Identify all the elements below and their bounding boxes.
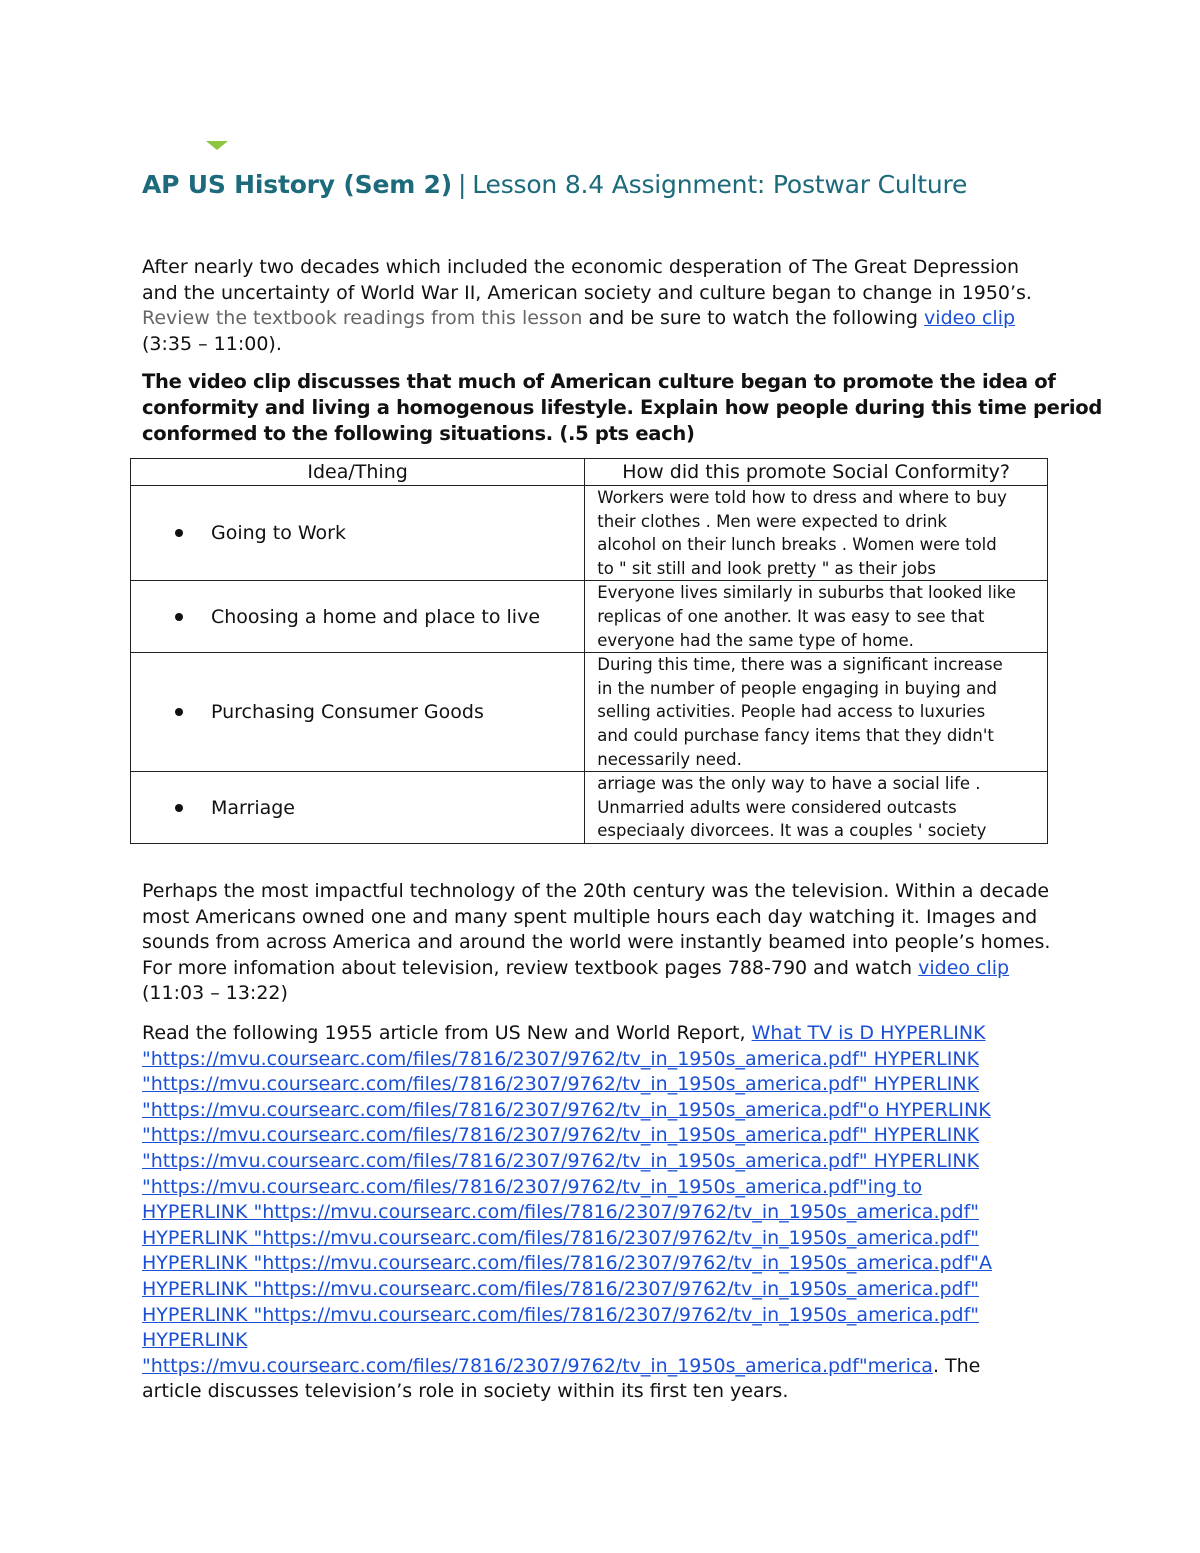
article-line	[142, 1047, 1062, 1073]
title-separator: |	[457, 170, 467, 199]
answer-line: especiaaly divorcees. It was a couples ' society	[597, 821, 987, 841]
tv-video-clip-link[interactable]: video clip	[918, 956, 1010, 979]
tv-line: Perhaps the most impactful technology of the 20th century was the television. Within a decade	[142, 880, 1050, 902]
prompt-line: conformed to the following situations. (.5 pts each)	[142, 422, 695, 445]
article-line	[142, 1251, 1062, 1277]
article-link[interactable]: HYPERLINK "https://mvu.coursearc.com/files/7816/2307/9762/tv_in_1950s_america.pdf"	[142, 1201, 980, 1224]
answer-cell[interactable]	[585, 653, 1048, 772]
article-line	[142, 1200, 1062, 1226]
article-intro: Read the following 1955 article from US New and World Report,	[142, 1022, 752, 1044]
idea-label: Choosing a home and place to live	[211, 605, 541, 628]
article-line	[142, 1072, 1062, 1098]
article-link[interactable]: "https://mvu.coursearc.com/files/7816/2307/9762/tv_in_1950s_america.pdf" HYPERLINK	[142, 1047, 980, 1070]
prompt-line: conformity and living a homogenous lifestyle. Explain how people during this time period	[142, 396, 1103, 419]
article-line	[142, 1021, 1062, 1047]
intro-line: After nearly two decades which included the economic desperation of The Great Depression	[142, 256, 1020, 278]
course-name: AP US History (Sem 2)	[142, 170, 452, 199]
answer-line: everyone had the same type of home.	[597, 630, 914, 650]
answer-line: Workers were told how to dress and where to buy	[597, 488, 1007, 507]
article-line	[142, 1354, 1062, 1380]
article-link[interactable]: HYPERLINK "https://mvu.coursearc.com/files/7816/2307/9762/tv_in_1950s_america.pdf"A	[142, 1252, 993, 1275]
bullet-icon	[175, 613, 183, 621]
idea-label: Marriage	[211, 796, 295, 819]
table-header-row	[131, 459, 1048, 486]
conformity-table	[130, 458, 1048, 844]
answer-line: Unmarried adults were considered outcasts	[597, 797, 957, 817]
tv-line	[142, 956, 1062, 982]
article-line: article discusses television’s role in society within its first ten years.	[142, 1380, 789, 1403]
article-link[interactable]: "https://mvu.coursearc.com/files/7816/2307/9762/tv_in_1950s_america.pdf"o HYPERLINK	[142, 1098, 991, 1121]
article-link[interactable]: "https://mvu.coursearc.com/files/7816/2307/9762/tv_in_1950s_america.pdf"ing to	[142, 1175, 923, 1198]
answer-line: arriage was the only way to have a social life .	[597, 774, 981, 794]
article-line	[142, 1328, 1062, 1354]
answer-line: in the number of people engaging in buying and	[597, 678, 998, 698]
article-link[interactable]: HYPERLINK "https://mvu.coursearc.com/files/7816/2307/9762/tv_in_1950s_america.pdf"	[142, 1277, 980, 1300]
article-link[interactable]: "https://mvu.coursearc.com/files/7816/2307/9762/tv_in_1950s_america.pdf" HYPERLINK	[142, 1124, 980, 1147]
article-link[interactable]: What TV is D HYPERLINK	[751, 1022, 986, 1044]
idea-cell	[131, 486, 585, 581]
answer-line: Everyone lives similarly in suburbs that looked like	[597, 583, 1016, 603]
bullet-icon	[175, 804, 183, 812]
television-paragraph	[142, 879, 1062, 1007]
idea-label: Purchasing Consumer Goods	[211, 701, 484, 724]
answer-line: necessarily need.	[597, 749, 742, 769]
article-line	[142, 1149, 1062, 1175]
intro-line: and the uncertainty of World War II, American society and culture began to change in 1950’s.	[142, 281, 1032, 304]
intro-line: (3:35 – 11:00).	[142, 332, 282, 355]
bullet-icon	[175, 529, 183, 537]
article-line	[142, 1175, 1062, 1201]
answer-line: During this time, there was a significant increase	[597, 655, 1003, 675]
page-title	[142, 170, 967, 199]
intro-line	[142, 306, 1062, 332]
tv-line: (11:03 – 13:22)	[142, 982, 288, 1005]
intro-text: and be sure to watch the following	[582, 307, 925, 330]
article-link[interactable]: HYPERLINK "https://mvu.coursearc.com/files/7816/2307/9762/tv_in_1950s_america.pdf"	[142, 1303, 980, 1326]
answer-line: alcohol on their lunch breaks . Women were told	[597, 535, 997, 555]
review-readings-text: Review the textbook readings from this lesson	[142, 307, 583, 330]
video-clip-link[interactable]: video clip	[924, 307, 1016, 330]
article-link[interactable]: HYPERLINK "https://mvu.coursearc.com/files/7816/2307/9762/tv_in_1950s_america.pdf"	[142, 1226, 980, 1249]
assignment-prompt	[142, 369, 1103, 447]
article-paragraph	[142, 1021, 1062, 1405]
article-line	[142, 1226, 1062, 1252]
intro-paragraph	[142, 255, 1062, 357]
article-line	[142, 1303, 1062, 1329]
article-link[interactable]: "https://mvu.coursearc.com/files/7816/2307/9762/tv_in_1950s_america.pdf" HYPERLINK	[142, 1149, 980, 1172]
table-row	[131, 653, 1048, 772]
answer-line: selling activities. People had access to luxuries	[597, 702, 986, 722]
idea-label: Going to Work	[211, 522, 346, 545]
article-link[interactable]: "https://mvu.coursearc.com/files/7816/2307/9762/tv_in_1950s_america.pdf"merica	[142, 1354, 933, 1377]
answer-line: to " sit still and look pretty " as their jobs	[597, 558, 936, 578]
tv-line: most Americans owned one and many spent multiple hours each day watching it. Images and	[142, 905, 1038, 928]
article-text: . The	[932, 1354, 981, 1377]
bullet-icon	[175, 708, 183, 716]
table-row	[131, 486, 1048, 581]
column-header-idea: Idea/Thing	[131, 459, 585, 486]
answer-line: their clothes . Men were expected to drink	[597, 511, 947, 531]
column-header-conformity: How did this promote Social Conformity?	[585, 459, 1048, 486]
idea-cell	[131, 581, 585, 653]
article-link[interactable]: HYPERLINK	[142, 1329, 248, 1352]
answer-line: and could purchase fancy items that they didn't	[597, 725, 994, 745]
idea-cell	[131, 772, 585, 844]
tv-text: For more infomation about television, review textbook pages 788-790 and watch	[142, 956, 919, 979]
article-link[interactable]: "https://mvu.coursearc.com/files/7816/2307/9762/tv_in_1950s_america.pdf" HYPERLINK	[142, 1073, 980, 1096]
idea-cell	[131, 653, 585, 772]
answer-cell[interactable]	[585, 772, 1048, 844]
prompt-line: The video clip discusses that much of American culture began to promote the idea of	[142, 370, 1056, 393]
answer-cell[interactable]	[585, 486, 1048, 581]
tv-line: sounds from across America and around the world were instantly beamed into people’s homes.	[142, 931, 1051, 954]
answer-cell[interactable]	[585, 581, 1048, 653]
answer-line: replicas of one another. It was easy to see that	[597, 606, 985, 626]
table-row	[131, 772, 1048, 844]
article-line	[142, 1098, 1062, 1124]
article-line	[142, 1277, 1062, 1303]
lesson-name: Lesson 8.4 Assignment: Postwar Culture	[472, 170, 968, 199]
article-line	[142, 1123, 1062, 1149]
table-row	[131, 581, 1048, 653]
triangle-marker-icon	[206, 141, 228, 150]
